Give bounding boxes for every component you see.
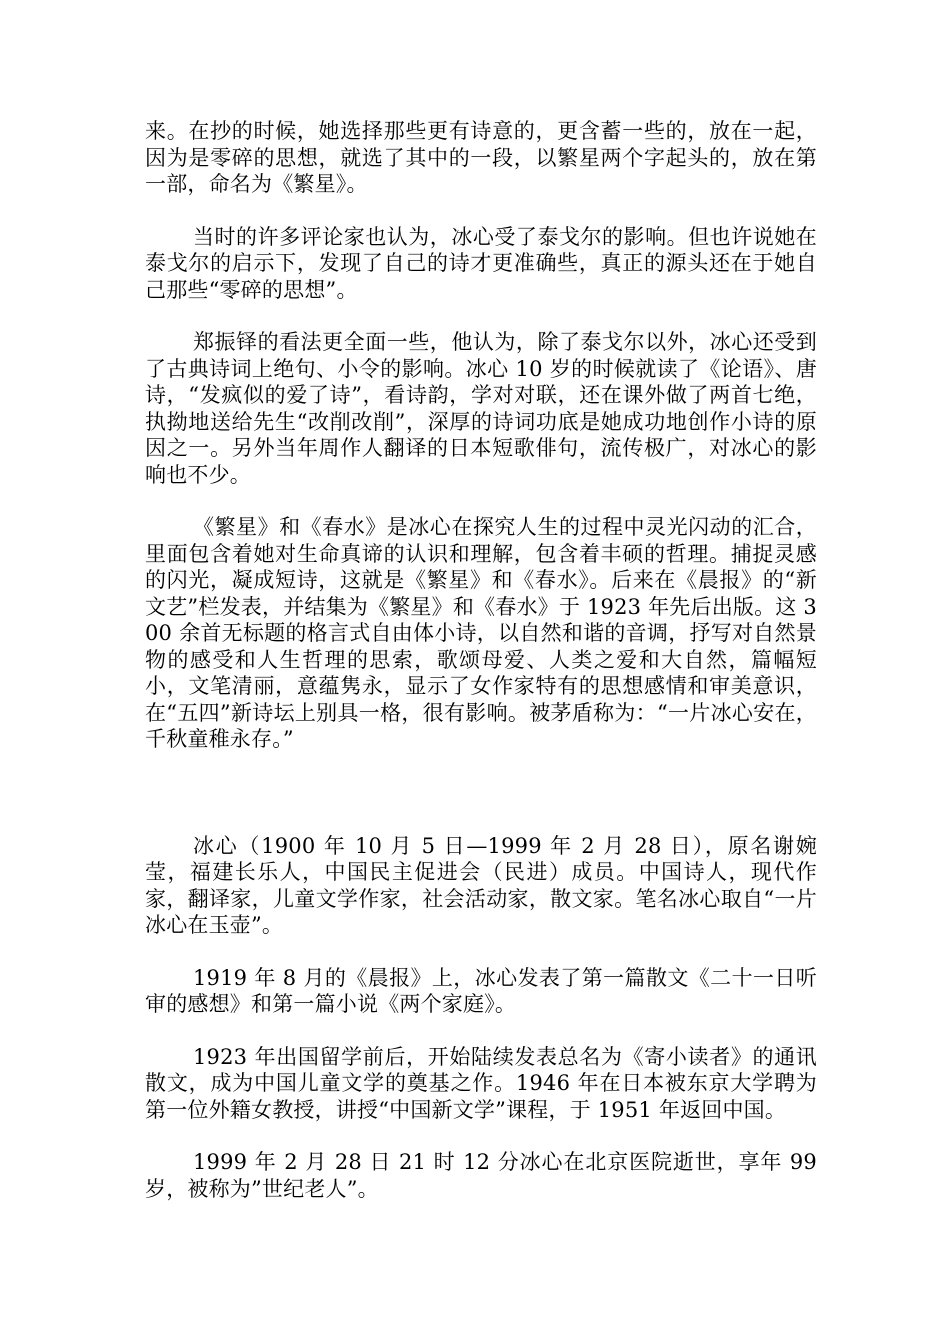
section-gap xyxy=(145,753,817,833)
paragraph-gap xyxy=(145,939,817,965)
paragraph-gap xyxy=(145,1018,817,1044)
paragraph-gap xyxy=(145,303,817,329)
paragraph-fanxing-chunshui: 《繁星》和《春水》是冰心在探究人生的过程中灵光闪动的汇合，里面包含着她对生命真谛的认识和理解，包含着丰硕的哲理。捕捉灵感的闪光，凝成短诗，这就是《繁星》和《春水》。后来在《晨报》的“新文艺”栏发表，并结集为《繁星》和《春水》于 1923 年先后出版。这 300 余首无标题的格言式自由体小诗，以自然和谐的音调，抒写对自然景物的感受和人生哲理的思索，歌颂母爱、人类之爱和大自然，篇幅短小，文笔清丽，意蕴隽永，显示了女作家特有的思想感情和审美意识，在“五四”新诗坛上别具一格，很有影响。被茅盾称为：“一片冰心安在，千秋童稚永存。” xyxy=(145,515,817,751)
paragraph-1999-death: 1999 年 2 月 28 日 21 时 12 分冰心在北京医院逝世，享年 99 岁，被称为”世纪老人”。 xyxy=(145,1150,817,1201)
paragraph-1919-publication: 1919 年 8 月的《晨报》上，冰心发表了第一篇散文《二十一日听审的感想》和第一篇小说《两个家庭》。 xyxy=(145,965,817,1016)
paragraph-gap xyxy=(145,198,817,224)
paragraph-gap xyxy=(145,1123,817,1149)
paragraph-zheng-zhenduo-view: 郑振铎的看法更全面一些，他认为，除了泰戈尔以外，冰心还受到了古典诗词上绝句、小令的影响。冰心 10 岁的时候就读了《论语》、唐诗，“发疯似的爱了诗”，看诗韵，学对对联，还在课外做了两首七绝，执拗地送给先生“改削改削”，深厚的诗词功底是她成功地创作小诗的原因之一。另外当年周作人翻译的日本短歌俳句，流传极广，对冰心的影响也不少。 xyxy=(145,330,817,487)
paragraph-gap xyxy=(145,488,817,514)
paragraph-tagore-influence: 当时的许多评论家也认为，冰心受了泰戈尔的影响。但也许说她在泰戈尔的启示下，发现了自己的诗才更准确些，真正的源头还在于她自己那些“零碎的思想”。 xyxy=(145,224,817,302)
paragraph-bingxin-bio: 冰心（1900 年 10 月 5 日—1999 年 2 月 28 日），原名谢婉莹，福建长乐人，中国民主促进会（民进）成员。中国诗人，现代作家，翻译家，儿童文学作家，社会活动家，散文家。笔名冰心取自“一片冰心在玉壶”。 xyxy=(145,833,817,937)
document-page xyxy=(145,118,817,1202)
paragraph-fanxing-naming: 来。在抄的时候，她选择那些更有诗意的，更含蓄一些的，放在一起，因为是零碎的思想，就选了其中的一段，以繁星两个字起头的，放在第一部，命名为《繁星》。 xyxy=(145,119,817,196)
paragraph-1923-abroad: 1923 年出国留学前后，开始陆续发表总名为《寄小读者》的通讯散文，成为中国儿童文学的奠基之作。1946 年在日本被东京大学聘为第一位外籍女教授，讲授“中国新文学”课程，于 1951 年返回中国。 xyxy=(145,1044,817,1122)
